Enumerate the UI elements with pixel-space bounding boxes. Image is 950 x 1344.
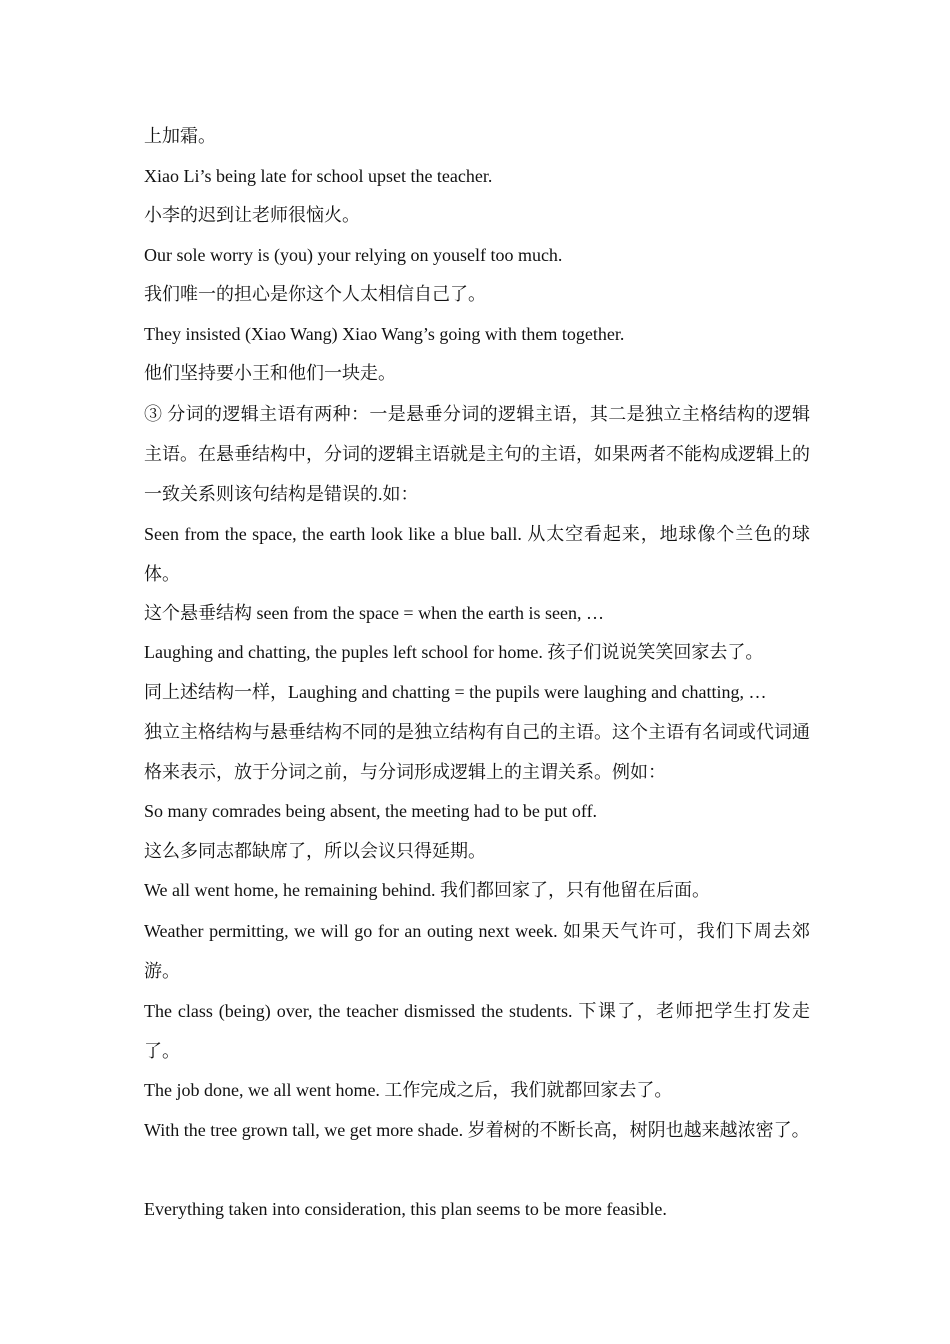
paragraph: 这个悬垂结构 seen from the space = when the earth is seen, …	[144, 602, 605, 623]
paragraph: ③ 分词的逻辑主语有两种：一是悬垂分词的逻辑主语，其二是独立主格结构的逻辑主语。在悬垂结构中，分词的逻辑主语就是主句的主语，如果两者不能构成逻辑上的一致关系则该句结构是错误的.如：	[144, 403, 810, 504]
paragraph: We all went home, he remaining behind. 我们都回家了，只有他留在后面。	[144, 880, 710, 900]
paragraph: Everything taken into consideration, this plan seems to be more feasible.	[144, 1199, 667, 1219]
paragraph: The class (being) over, the teacher dismissed the students. 下课了，老师把学生打发走了。	[144, 1000, 810, 1061]
paragraph: Seen from the space, the earth look like a blue ball. 从太空看起来，地球像个兰色的球体。	[144, 523, 810, 584]
paragraph: The job done, we all went home. 工作完成之后，我们就都回家去了。	[144, 1079, 673, 1100]
paragraph: They insisted (Xiao Wang) Xiao Wang’s going with them together.	[144, 323, 625, 344]
paragraph: Weather permitting, we will go for an outing next week. 如果天气许可，我们下周去郊游。	[144, 920, 810, 981]
document-body	[144, 117, 810, 1230]
paragraph: Laughing and chatting, the puples left school for home. 孩子们说说笑笑回家去了。	[144, 642, 764, 662]
paragraph: 同上述结构一样，Laughing and chatting = the pupils were laughing and chatting, …	[144, 681, 767, 702]
paragraph: 这么多同志都缺席了，所以会议只得延期。	[144, 840, 486, 861]
paragraph: 独立主格结构与悬垂结构不同的是独立结构有自己的主语。这个主语有名词或代词通格来表示，放于分词之前，与分词形成逻辑上的主谓关系。例如：	[144, 722, 810, 782]
paragraph: 小李的迟到让老师很恼火。	[144, 205, 360, 225]
paragraph: Xiao Li’s being late for school upset the teacher.	[144, 165, 493, 186]
paragraph: 上加霜。	[144, 126, 216, 146]
paragraph: 我们唯一的担心是你这个人太相信自己了。	[144, 284, 486, 304]
paragraph: So many comrades being absent, the meeting had to be put off.	[144, 801, 598, 821]
paragraph: With the tree grown tall, we get more shade. 岁着树的不断长高，树阴也越来越浓密了。	[144, 1120, 810, 1140]
paragraph: Our sole worry is (you) your relying on youself too much.	[144, 244, 563, 265]
paragraph: 他们坚持要小王和他们一块走。	[144, 363, 396, 383]
